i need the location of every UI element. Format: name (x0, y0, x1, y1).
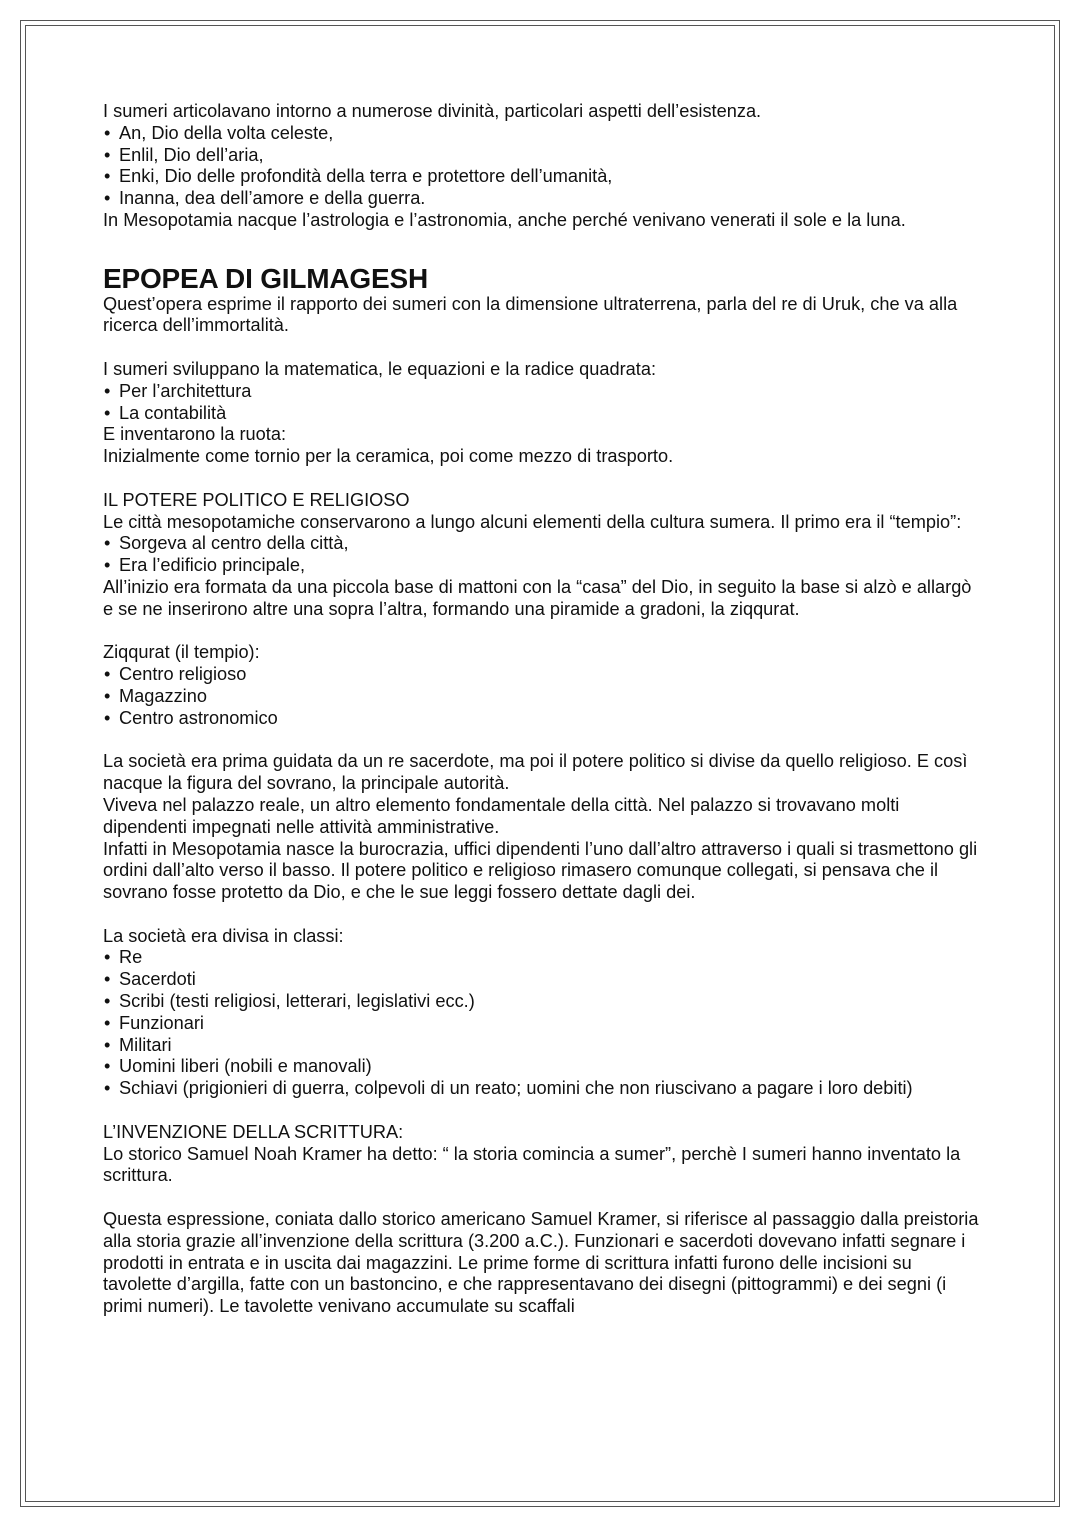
list-item: • Sacerdoti (103, 969, 983, 991)
power-text: Le città mesopotamiche conservarono a lungo alcuni elementi della cultura sumera. Il primo era il “tempio”: (103, 511, 962, 532)
list-item: • Uomini liberi (nobili e manovali) (103, 1056, 983, 1078)
list-item: • Re (103, 947, 983, 969)
list-item: • Sorgeva al centro della città, (103, 533, 983, 555)
ziqqurat-list (103, 664, 983, 729)
math-list (103, 381, 983, 425)
power-heading: IL POTERE POLITICO E RELIGIOSO (103, 489, 410, 510)
society-paragraph-1: La società era prima guidata da un re sacerdote, ma poi il potere politico si divise da quello religioso. E così nacque la figura del sovrano, la principale autorità. (103, 751, 968, 794)
classes-list (103, 947, 983, 1100)
gods-list (103, 123, 983, 210)
list-item: • Inanna, dea dell’amore e della guerra. (103, 188, 983, 210)
wheel-detail: Inizialmente come tornio per la ceramica, poi come mezzo di trasporto. (103, 446, 674, 467)
list-item: • Centro religioso (103, 664, 983, 686)
temple-list (103, 533, 983, 577)
wheel-text: E inventarono la ruota: (103, 424, 287, 445)
astro-text: In Mesopotamia nacque l’astrologia e l’astronomia, anche perché venivano venerati il sole e la luna. (103, 209, 906, 230)
list-item: • La contabilità (103, 403, 983, 425)
classes-heading: La società era divisa in classi: (103, 925, 344, 946)
writing-text: Lo storico Samuel Noah Kramer ha detto: “ la storia comincia a sumer”, perchè I sumeri hanno inventato la scrittura. (103, 1143, 961, 1186)
list-item: • Enki, Dio delle profondità della terra e protettore dell’umanità, (103, 166, 983, 188)
list-item: • Schiavi (prigionieri di guerra, colpevoli di un reato; uomini che non riuscivano a pagare i loro debiti) (103, 1078, 983, 1100)
epopea-text: Quest’opera esprime il rapporto dei sumeri con la dimensione ultraterrena, parla del re di Uruk, che va alla ricerca dell’immortalità. (103, 293, 958, 336)
list-item: • Centro astronomico (103, 708, 983, 730)
list-item: • Funzionari (103, 1013, 983, 1035)
list-item: • An, Dio della volta celeste, (103, 123, 983, 145)
epopea-heading: EPOPEA DI GILMAGESH (103, 262, 428, 294)
ziqqurat-heading: Ziqqurat (il tempio): (103, 642, 260, 663)
intro-text: I sumeri articolavano intorno a numerose divinità, particolari aspetti dell’esistenza. (103, 101, 762, 121)
writing-text-2: Questa espressione, coniata dallo storico americano Samuel Kramer, si riferisce al passaggio dalla preistoria alla storia grazie all’invenzione della scrittura (3.200 a.C.). Funzionari e sacerdoti dovevano infatti segnare i prodotti in entrata e in uscita dai magazzini. Le prime forme di scrittura infatti furono delle incisioni su tavolette d’argilla, fatte con un bastoncino, e che rappresentavano dei disegni (pittogrammi) e dei segni (i primi numeri). Le tavolette venivano accumulate su scaffali (103, 1209, 979, 1317)
society-paragraph-2: Viveva nel palazzo reale, un altro elemento fondamentale della città. Nel palazzo si trovavano molti dipendenti impegnati nelle attività amministrative. (103, 794, 900, 837)
writing-heading: L’INVENZIONE DELLA SCRITTURA: (103, 1121, 404, 1142)
list-item: • Magazzino (103, 686, 983, 708)
power-text-2: All’inizio era formata da una piccola base di mattoni con la “casa” del Dio, in seguito la base si alzò e allargò e se ne inserirono altre una sopra l’altra, formando una piramide a gradoni, la ziqqurat. (103, 576, 972, 619)
list-item: • Per l’architettura (103, 381, 983, 403)
list-item: • Enlil, Dio dell’aria, (103, 145, 983, 167)
list-item: • Scribi (testi religiosi, letterari, legislativi ecc.) (103, 991, 983, 1013)
document-body (103, 101, 983, 1318)
society-paragraph-3: Infatti in Mesopotamia nasce la burocrazia, uffici dipendenti l’uno dall’altro attraverso i quali si trasmettono gli ordini dall’alto verso il basso. Il potere politico e religioso rimasero comunque collegati, si pensava che il sovrano fosse protetto da Dio, e che le sue leggi fossero dettate dagli dei. (103, 838, 978, 903)
list-item: • Era l’edificio principale, (103, 555, 983, 577)
math-text: I sumeri sviluppano la matematica, le equazioni e la radice quadrata: (103, 358, 657, 379)
list-item: • Militari (103, 1035, 983, 1057)
